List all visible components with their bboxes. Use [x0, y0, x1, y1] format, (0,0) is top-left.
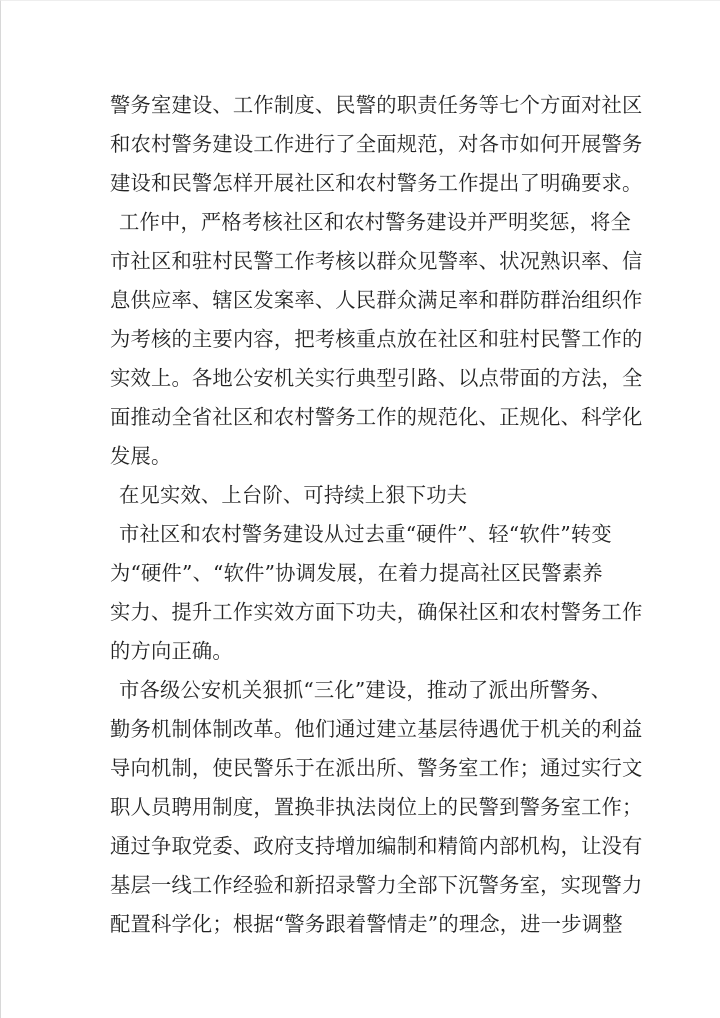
text-line: 导向机制，使民警乐于在派出所、警务室工作；通过实行文 [110, 756, 643, 780]
text-line: 配置科学化；根据“警务跟着警情走”的理念，进一步调整 [110, 912, 623, 936]
text-line: 市社区和驻村民警工作考核以群众见警率、状况熟识率、信 [110, 249, 643, 273]
text-line: 的方向正确。 [110, 639, 233, 663]
text-line: 发展。 [110, 444, 172, 468]
text-line: 息供应率、辖区发案率、人民群众满足率和群防群治组织作 [110, 288, 643, 312]
text-line: 实力、提升工作实效方面下功夫，确保社区和农村警务工作 [110, 600, 643, 624]
text-line: 面推动全省社区和农村警务工作的规范化、正规化、科学化 [110, 405, 643, 429]
text-line: 为“硬件”、“软件”协调发展，在着力提高社区民警素养 [110, 561, 603, 585]
text-line: 为考核的主要内容，把考核重点放在社区和驻村民警工作的 [110, 327, 643, 351]
text-line: 职人员聘用制度，置换非执法岗位上的民警到警务室工作； [110, 795, 643, 819]
paragraph-start-line: 市各级公安机关狠抓“三化”建设，推动了派出所警务、 [119, 678, 612, 702]
text-line: 和农村警务建设工作进行了全面规范，对各市如何开展警务 [110, 132, 643, 156]
text-line: 勤务机制体制改革。他们通过建立基层待遇优于机关的利益 [110, 717, 643, 741]
paragraph-start-line: 市社区和农村警务建设从过去重“硬件”、轻“软件”转变 [119, 522, 612, 546]
text-line: 建设和民警怎样开展社区和农村警务工作提出了明确要求。 [110, 171, 643, 195]
text-line: 实效上。各地公安机关实行典型引路、以点带面的方法，全 [110, 366, 643, 390]
section-heading-line: 在见实效、上台阶、可持续上狠下功夫 [119, 483, 468, 507]
text-line: 基层一线工作经验和新招录警力全部下沉警务室，实现警力 [110, 873, 643, 897]
paragraph-start-line: 工作中，严格考核社区和农村警务建设并严明奖惩，将全 [119, 210, 632, 234]
text-line: 通过争取党委、政府支持增加编制和精简内部机构，让没有 [110, 834, 643, 858]
text-line: 警务室建设、工作制度、民警的职责任务等七个方面对社区 [110, 93, 643, 117]
